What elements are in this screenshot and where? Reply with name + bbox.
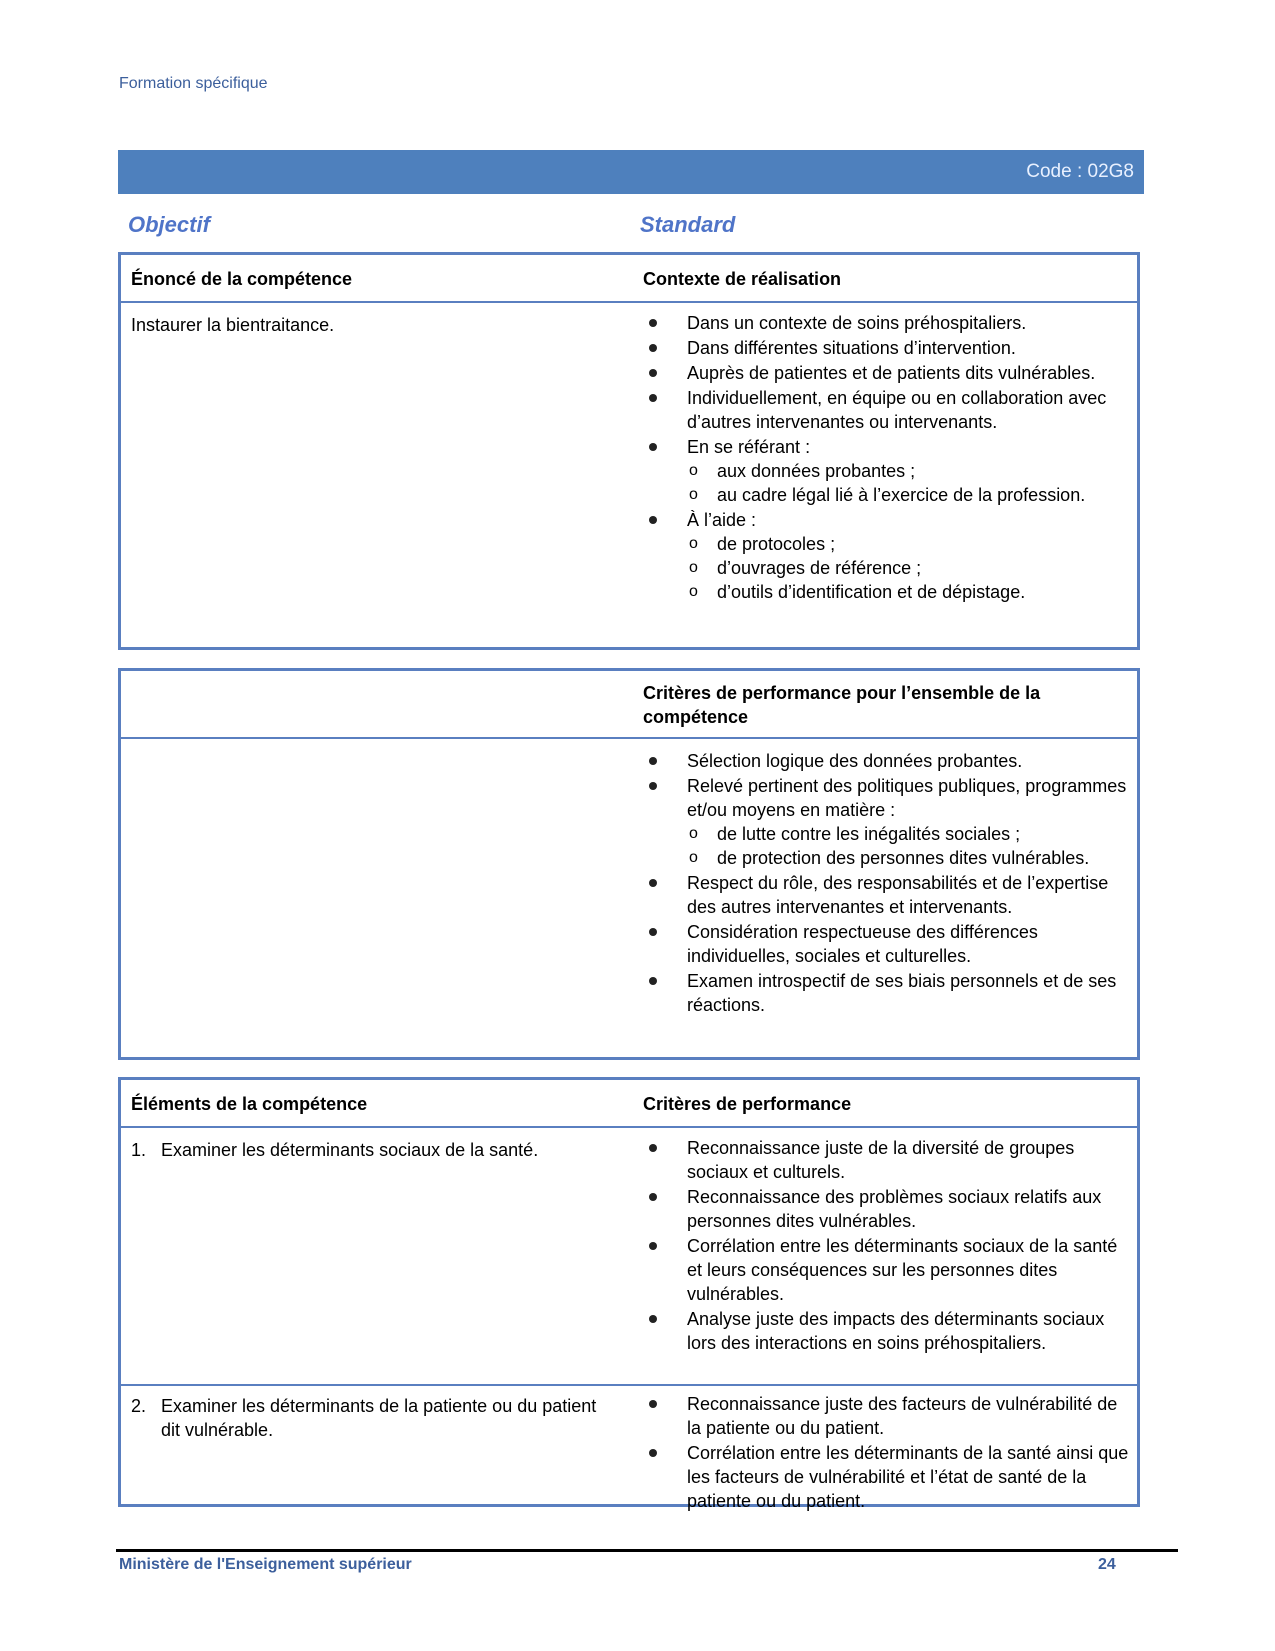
objectif-title: Objectif: [128, 212, 210, 237]
context-header: Contexte de réalisation: [643, 269, 842, 289]
element-1-criteria: [643, 1136, 1129, 1356]
box-header: [121, 255, 1137, 303]
element-2: 2. Examiner les déterminants de la patiente ou du patient dit vulnérable.: [131, 1396, 597, 1440]
sub-list-item: o au cadre légal lié à l’exercice de la profession.: [687, 483, 1129, 507]
list-item: Considération respectueuse des différences individuelles, sociales et culturelles.: [643, 920, 1129, 968]
list-item: Reconnaissance juste des facteurs de vulnérabilité de la patiente ou du patient.: [643, 1392, 1129, 1440]
list-item: Corrélation entre les déterminants de la santé ainsi que les facteurs de vulnérabilité et l’état de santé de la patiente ou du patient.: [643, 1441, 1129, 1513]
list-item: Individuellement, en équipe ou en collaboration avec d’autres intervenantes ou intervenants.: [643, 386, 1129, 434]
global-criteria-header: Critères de performance pour l’ensemble de la compétence: [643, 683, 1041, 727]
list-item: Dans différentes situations d’intervention.: [643, 336, 1129, 360]
list-item: À l’aide : o de protocoles ; o d’ouvrages de référence ; o d’outils d’identification et de dépistage.: [643, 508, 1129, 604]
competency-code: Code : 02G8: [1026, 161, 1134, 182]
code-bar: [118, 150, 1144, 194]
sub-list-item: o de lutte contre les inégalités sociales ;: [687, 822, 1129, 846]
list-item: Relevé pertinent des politiques publiques, programmes et/ou moyens en matière : o de lutte contre les inégalités sociales ; o de protection des personnes dites vulnérables.: [643, 774, 1129, 870]
row-divider: [121, 1384, 1137, 1386]
list-item: Respect du rôle, des responsabilités et de l’expertise des autres intervenantes et intervenants.: [643, 871, 1129, 919]
page-number: 24: [1098, 1556, 1116, 1573]
list-item: Examen introspectif de ses biais personnels et de ses réactions.: [643, 969, 1129, 1017]
box-header: [121, 1080, 1137, 1128]
list-item: En se référant : o aux données probantes ; o au cadre légal lié à l’exercice de la profession.: [643, 435, 1129, 507]
list-item: Analyse juste des impacts des déterminants sociaux lors des interactions en soins préhospitaliers.: [643, 1307, 1129, 1355]
running-header: Formation spécifique: [119, 75, 268, 92]
element-2-criteria: [643, 1392, 1129, 1514]
sub-list-item: o aux données probantes ;: [687, 459, 1129, 483]
footer-rule: [116, 1549, 1178, 1552]
sub-list-item: o d’outils d’identification et de dépistage.: [687, 580, 1129, 604]
sub-list-item: o d’ouvrages de référence ;: [687, 556, 1129, 580]
elements-header: Éléments de la compétence: [131, 1094, 368, 1114]
criteria-header: Critères de performance: [643, 1094, 852, 1114]
global-criteria-list: [643, 749, 1129, 1018]
global-performance-criteria-box: [118, 668, 1140, 1060]
competency-elements-box: [118, 1077, 1140, 1511]
competency-statement: Instaurer la bientraitance.: [131, 315, 335, 335]
sub-list-item: o de protocoles ;: [687, 532, 1129, 556]
sub-list-item: o de protection des personnes dites vulnérables.: [687, 846, 1129, 870]
list-item: Reconnaissance juste de la diversité de groupes sociaux et culturels.: [643, 1136, 1129, 1184]
list-item: Sélection logique des données probantes.: [643, 749, 1129, 773]
box-header: [121, 671, 1137, 739]
context-list: [643, 311, 1129, 605]
element-1: 1. Examiner les déterminants sociaux de la santé.: [131, 1140, 539, 1160]
list-item: Auprès de patientes et de patients dits vulnérables.: [643, 361, 1129, 385]
competency-context-box: [118, 252, 1140, 650]
standard-title: Standard: [640, 212, 736, 237]
list-item: Corrélation entre les déterminants sociaux de la santé et leurs conséquences sur les personnes dites vulnérables.: [643, 1234, 1129, 1306]
list-item: Dans un contexte de soins préhospitaliers.: [643, 311, 1129, 335]
competency-statement-header: Énoncé de la compétence: [131, 269, 353, 289]
footer-ministry: Ministère de l'Enseignement supérieur: [119, 1556, 412, 1573]
list-item: Reconnaissance des problèmes sociaux relatifs aux personnes dites vulnérables.: [643, 1185, 1129, 1233]
